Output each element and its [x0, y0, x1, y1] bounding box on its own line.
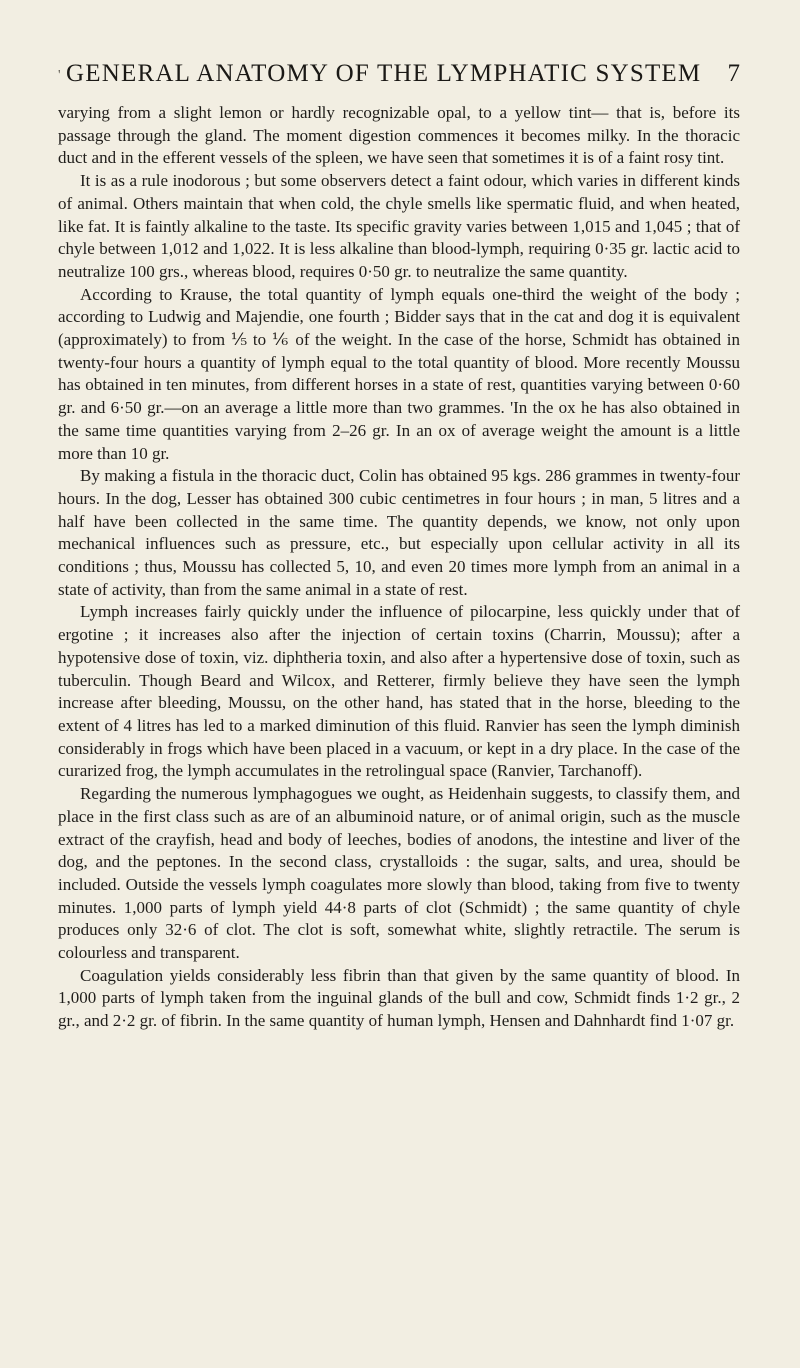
- paragraph-odour-gravity: It is as a rule inodorous ; but some observers detect a faint odour, which varies in different kinds of animal. Others maintain that when cold, the chyle smells like spermatic fluid, and when heated, like fat. It is faintly alkaline to the taste. Its specific gravity varies between 1,015 and 1,045 ; that of chyle between 1,012 and 1,022. It is less alkaline than blood-lymph, requiring 0·35 gr. lactic acid to neutralize 100 grs., whereas blood, requires 0·50 gr. to neutralize the same quantity.: [58, 171, 740, 281]
- margin-mark: ': [58, 68, 61, 83]
- body-text: [58, 102, 740, 1033]
- page-header: [58, 60, 740, 96]
- paragraph-quantity: According to Krause, the total quantity of lymph equals one-third the weight of the body ; according to Ludwig and Majendie, one fourth ; Bidder says that in the cat and dog it is equivalent (approximately) to from ⅕ to ⅙ of the weight. In the case of the horse, Schmidt has obtained in twenty-four hours a quantity of lymph equal to the total quantity of blood. More recently Moussu has obtained in ten minutes, from different horses in a state of rest, quantities varying between 0·60 gr. and 6·50 gr.—on an average a little more than two grammes. 'In the ox he has also obtained in the same time quantities varying from 2–26 gr. In an ox of average weight the amount is a little more than 10 gr.: [58, 284, 740, 463]
- paragraph-color: varying from a slight lemon or hardly recognizable opal, to a yellow tint— that is, before its passage through the gland. The moment digestion commences it becomes milky. In the thoracic duct and in the efferent vessels of the spleen, we have seen that sometimes it is of a faint rosy tint.: [58, 103, 740, 168]
- paragraph-lymph-increase: Lymph increases fairly quickly under the influence of pilocarpine, less quickly under that of ergotine ; it increases also after the injection of certain toxins (Charrin, Moussu); after a hypotensive dose of toxin, viz. diphtheria toxin, and also after a hypertensive dose of toxin, such as tuberculin. Though Beard and Wilcox, and Retterer, firmly believe they have seen the lymph increase after bleeding, Moussu, on the other hand, has stated that in the horse, bleeding to the extent of 4 litres has led to a marked diminution of this fluid. Ranvier has seen the lymph diminish considerably in frogs which have been placed in a vacuum, or kept in a dry place. In the case of the curarized frog, the lymph accumulates in the retrolingual space (Ranvier, Tarchanoff).: [58, 602, 740, 781]
- page-number: 7: [727, 60, 740, 87]
- paragraph-fistula: By making a fistula in the thoracic duct, Colin has obtained 95 kgs. 286 grammes in twenty-four hours. In the dog, Lesser has obtained 300 cubic centimetres in four hours ; in man, 5 litres and a half have been collected in the same time. The quantity depends, we know, not only upon mechanical influences such as pressure, etc., but especially upon cellular activity in all its conditions ; thus, Moussu has collected 5, 10, and even 20 times more lymph from an animal in a state of activity, than from the same animal in a state of rest.: [58, 466, 740, 599]
- paragraph-coagulation: Coagulation yields considerably less fibrin than that given by the same quantity of blood. In 1,000 parts of lymph taken from the inguinal glands of the bull and cow, Schmidt finds 1·2 gr., 2 gr., and 2·2 gr. of fibrin. In the same quantity of human lymph, Hensen and Dahnhardt find 1·07 gr.: [58, 965, 740, 1031]
- paragraph-lymphagogues: Regarding the numerous lymphagogues we ought, as Heidenhain suggests, to classify them, and place in the first class such as are of an albuminoid nature, or of animal origin, such as the muscle extract of the crayfish, head and body of leeches, bodies of anodons, the intestine and liver of the dog, and the peptones. In the second class, crystalloids : the sugar, salts, and urea, should be included. Outside the vessels lymph coagulates more slowly than blood, taking from five to twenty minutes. 1,000 parts of lymph yield 44·8 parts of clot (Schmidt) ; the same quantity of chyle produces only 32·6 of clot. The clot is soft, somewhat white, slightly retractile. The serum is colourless and transparent.: [58, 784, 740, 963]
- running-head: GENERAL ANATOMY OF THE LYMPHATIC SYSTEM: [66, 60, 702, 87]
